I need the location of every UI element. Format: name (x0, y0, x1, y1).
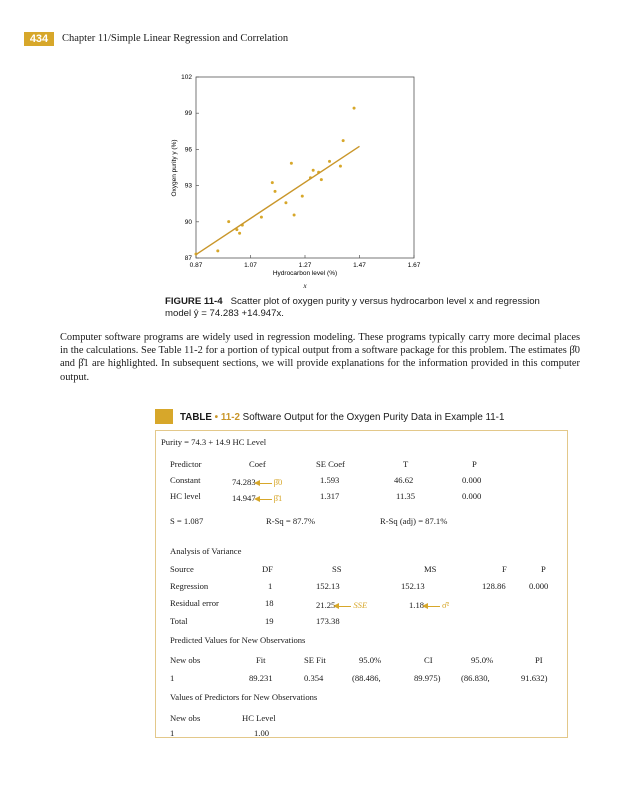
x-axis-label: Hydrocarbon level (%) (272, 270, 338, 277)
col-predictor: Predictor (170, 459, 202, 469)
predictors-col-hc: HC Level (242, 713, 276, 723)
anova-total-ss: 173.38 (316, 616, 340, 626)
row-hc-p: 0.000 (462, 491, 482, 501)
pred-col-sefit: SE Fit (304, 655, 326, 665)
anova-col-ms: MS (424, 564, 437, 574)
pred-ci-high: 89.975) (414, 673, 441, 683)
pred-newobs: 1 (170, 673, 175, 683)
pred-col-fit: Fit (256, 655, 266, 665)
data-point (342, 139, 345, 142)
col-coef: Coef (249, 459, 266, 469)
pred-pi-low: (86.830, (461, 673, 490, 683)
predictors-hc: 1.00 (254, 728, 270, 738)
anova-total: Total (170, 616, 188, 626)
row-constant-se: 1.593 (320, 475, 340, 485)
predictors-col-newobs: New obs (170, 713, 201, 723)
row-hc-t: 11.35 (396, 491, 416, 501)
data-point (339, 165, 342, 168)
table-title (180, 412, 504, 423)
y-tick-label: 102 (181, 74, 192, 81)
data-point (301, 195, 304, 198)
anova-residual-ss: 21.25 SSE (316, 600, 368, 610)
data-point (290, 162, 293, 165)
anova-regression: Regression (170, 581, 209, 591)
running-head: Chapter 11/Simple Linear Regression and Correlation (62, 33, 289, 44)
y-tick-label: 93 (184, 182, 192, 190)
y-axis-label: Oxygen purity y (%) (171, 139, 178, 197)
row-constant-t: 46.62 (394, 475, 414, 485)
row-hc-coef: 14.947 β̂1 (232, 493, 283, 503)
anova-regression-ms: 152.13 (401, 581, 425, 591)
anova-col-df: DF (262, 564, 273, 574)
pred-sefit: 0.354 (304, 673, 324, 683)
anova-residual-ms: 1.18 σ̂² (409, 600, 450, 610)
data-point (274, 190, 277, 193)
y-tick-label: 99 (184, 110, 192, 118)
row-hc-se: 1.317 (320, 491, 340, 501)
pred-pi-high: 91.632) (521, 673, 548, 683)
anova-residual-df: 18 (265, 598, 274, 608)
arrow-icon (258, 499, 272, 500)
y-tick-label: 96 (184, 146, 192, 154)
sse-annotation: SSE (353, 600, 368, 610)
anova-regression-df: 1 (268, 581, 273, 591)
sigma-annotation: σ̂² (442, 600, 450, 610)
data-point (312, 169, 315, 172)
data-point (328, 160, 331, 163)
x-tick-label: 1.47 (353, 262, 366, 269)
beta0-annotation: β̂0 (273, 477, 283, 487)
figure-caption-text: Scatter plot of oxygen purity y versus hydrocarbon level x and regression model ŷ = 74.283 +14.947x. (165, 296, 540, 319)
anova-col-p: P (541, 564, 546, 574)
x-variable: x (303, 282, 307, 290)
pred-title: Predicted Values for New Observations (170, 635, 306, 645)
arrow-icon (426, 606, 440, 607)
arrow-icon (258, 483, 272, 484)
scatter-chart (0, 0, 639, 295)
pred-fit: 89.231 (249, 673, 273, 683)
anova-col-ss: SS (332, 564, 342, 574)
table-title-text: Software Output for the Oxygen Purity Data in Example 11-1 (242, 412, 505, 423)
figure-caption (165, 296, 545, 320)
body-paragraph: Computer software programs are widely used in regression modeling. These programs typically carry more decimal places in the calculations. See Table 11-2 for a portion of typical output from a software package for this problem. The estimates β̂0 and β̂1 are highlighted. In subsequent sections, we will provide explanations for the information provided in this computer output. (60, 332, 580, 383)
anova-total-df: 19 (265, 616, 274, 626)
data-point (216, 249, 219, 252)
beta1-annotation: β̂1 (273, 493, 283, 503)
col-se-coef: SE Coef (316, 459, 345, 469)
data-point (227, 220, 230, 223)
anova-regression-ss: 152.13 (316, 581, 340, 591)
data-point (293, 214, 296, 217)
pred-col-pi-pct: 95.0% (471, 655, 494, 665)
pred-col-ci-pct: 95.0% (359, 655, 382, 665)
pred-col-newobs: New obs (170, 655, 201, 665)
data-point (284, 201, 287, 204)
pred-col-pi: PI (535, 655, 543, 665)
data-point (271, 181, 274, 184)
anova-regression-p: 0.000 (529, 581, 549, 591)
row-constant-p: 0.000 (462, 475, 482, 485)
fit-s: S = 1.087 (170, 516, 204, 526)
plot-frame (196, 77, 414, 258)
regression-equation: Purity = 74.3 + 14.9 HC Level (161, 437, 267, 447)
col-t: T (403, 459, 409, 469)
data-point (260, 216, 263, 219)
table-label: TABLE (180, 412, 212, 423)
figure-label: FIGURE 11-4 (165, 296, 223, 307)
data-point (353, 107, 356, 110)
regression-line (196, 146, 360, 254)
predictors-title: Values of Predictors for New Observations (170, 692, 318, 702)
y-tick-label: 87 (184, 255, 192, 262)
table-number: 11-2 (220, 412, 240, 423)
row-constant-name: Constant (170, 475, 201, 485)
arrow-icon (337, 606, 351, 607)
table-marker (155, 409, 173, 424)
x-tick-label: 1.67 (407, 262, 421, 269)
x-tick-label: 1.27 (298, 262, 312, 269)
x-tick-label: 1.07 (244, 262, 257, 269)
page-number: 434 (24, 32, 54, 46)
pred-ci-low: (88.486, (352, 673, 381, 683)
data-point (238, 232, 241, 235)
predictors-newobs: 1 (170, 728, 175, 738)
software-output-table (155, 430, 568, 738)
data-point (320, 178, 323, 181)
x-tick-label: 0.87 (189, 262, 203, 269)
fit-rsq-adj: R-Sq (adj) = 87.1% (380, 516, 448, 526)
col-p: P (472, 459, 477, 469)
anova-residual: Residual error (170, 598, 219, 608)
anova-title: Analysis of Variance (170, 546, 242, 556)
row-constant-coef: 74.283 β̂0 (232, 477, 283, 487)
fit-rsq: R-Sq = 87.7% (266, 516, 316, 526)
pred-col-ci: CI (424, 655, 433, 665)
anova-col-f: F (502, 564, 507, 574)
y-tick-label: 90 (184, 218, 192, 226)
row-hc-name: HC level (170, 491, 201, 501)
table-bullet: • (214, 412, 219, 423)
anova-regression-f: 128.86 (482, 581, 506, 591)
anova-col-source: Source (170, 564, 194, 574)
